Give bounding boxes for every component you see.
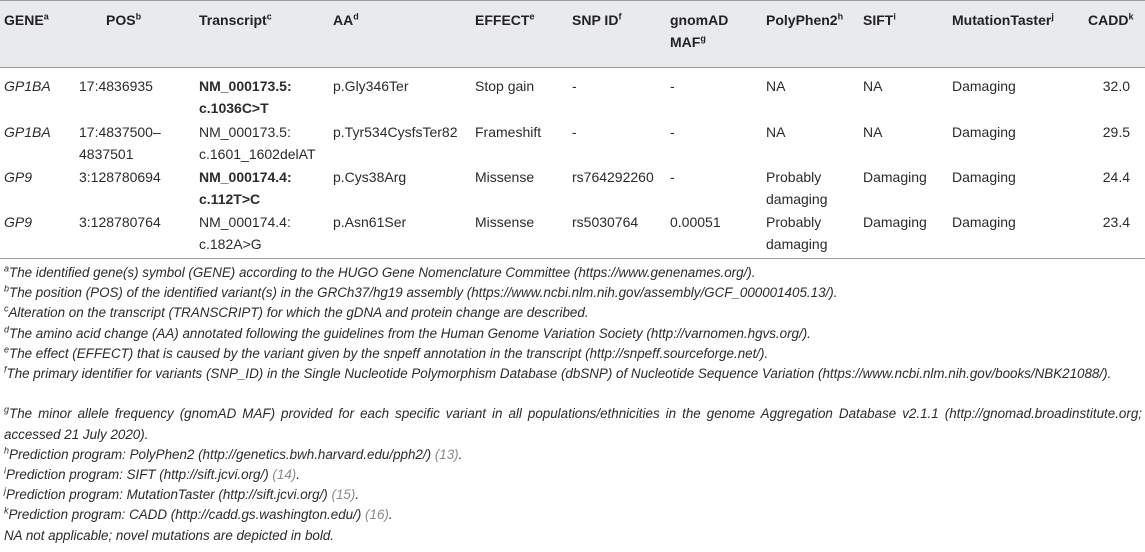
cell-sift: Damaging [863, 169, 927, 185]
footnote-a: $^a$The identified gene(s) symbol (GENE) according to the HUGO Gene Nomenclature Committee (https://www.genenames.org/). [4, 263, 756, 280]
cell-gnomad-maf: 0.00051 [670, 214, 721, 230]
cell-polyphen2: NA [766, 78, 786, 94]
footnote-k: $^k$Prediction program: CADD (http://cadd.gs.washington.edu/) (16). [4, 505, 393, 523]
reference-link[interactable]: (13) [434, 446, 459, 462]
header-aa: $AA^d$ [333, 11, 359, 28]
cell-effect: Missense [475, 214, 535, 230]
header-cadd: CADD$^k$ [1088, 11, 1134, 28]
footnote-d: $^d$The amino acid change (AA) annotated following the guidelines from the Human Genome Variation Society (http://varnomen.hgvs.org/). [4, 324, 811, 341]
cell-cadd: 24.4 [1102, 169, 1130, 185]
reference-link[interactable]: (14) [272, 467, 297, 482]
cell-transcript: NM_000173.5: c.1036C>T [199, 78, 292, 116]
cell-gnomad-maf: - [670, 78, 675, 94]
cell-pos: 3:128780694 [79, 169, 161, 185]
cell-aa: p.Asn61Ser [333, 214, 407, 230]
table-top-rule [0, 0, 1145, 1]
cell-mutationtaster: Damaging [952, 124, 1016, 140]
cell-mutationtaster: Damaging [952, 78, 1016, 94]
cell-snp-id: rs764292260 [572, 169, 654, 185]
footnote-j: $^j$Prediction program: MutationTaster (http://sift.jcvi.org/) (15). [4, 485, 360, 503]
cell-polyphen2: Probably damaging [766, 214, 828, 252]
cell-gnomad-maf: - [670, 124, 675, 140]
cell-polyphen2: NA [766, 124, 786, 140]
footnote-c: $^c$Alteration on the transcript (TRANSCRIPT) for which the gDNA and protein change are described. [4, 303, 589, 321]
cell-gene: GP1BA [4, 124, 51, 140]
header-transcript: Transcript$^c$ [199, 11, 272, 28]
cell-pos: 17:4837500– 4837501 [79, 124, 161, 162]
cell-snp-id: rs5030764 [572, 214, 639, 230]
footnote-f: $^f$The primary identifier for variants (SNP_ID) in the Single Nucleotide Polymorphism Database (dbSNP) of Nucleotide Sequence Variation (https://www.ncbi.nlm.nih.gov/books/NBK21088/). [4, 364, 1112, 381]
reference-link[interactable]: (15) [331, 487, 356, 503]
footnote-e: $^e$The effect (EFFECT) that is caused by the variant given by the snpeff annotation in the transcript (http://snpeff.sourceforge.net/). [4, 344, 769, 361]
cell-gnomad-maf: - [670, 169, 675, 185]
cell-gene: GP1BA [4, 78, 51, 94]
table-header-rule [0, 67, 1145, 68]
cell-gene: GP9 [4, 169, 33, 185]
cell-snp-id: - [572, 124, 577, 140]
header-polyphen2: PolyPhen2$^h$ [766, 11, 844, 28]
table-note: NA not applicable; novel mutations are depicted in bold. [4, 527, 335, 543]
reference-link[interactable]: (16) [365, 507, 389, 523]
cell-mutationtaster: Damaging [952, 214, 1016, 230]
header-pos: POS$^b$ [106, 11, 142, 28]
cell-transcript: NM_000174.4: c.182A>G [199, 214, 291, 252]
cell-effect: Frameshift [475, 124, 542, 140]
cell-sift: NA [863, 124, 883, 140]
cell-gene: GP9 [4, 214, 33, 230]
cell-cadd: 32.0 [1102, 78, 1130, 94]
cell-transcript: NM_000174.4: c.112T>C [199, 169, 292, 207]
header-gnomad-maf: gnomAD MAF$^g$ [670, 12, 729, 50]
cell-mutationtaster: Damaging [952, 169, 1016, 185]
header-sift: SIFT$^i$ [863, 11, 896, 28]
header-snp-id: SNP $ID^f$ [572, 11, 622, 28]
cell-sift: NA [863, 78, 883, 94]
cell-cadd: 23.4 [1102, 214, 1130, 230]
cell-sift: Damaging [863, 214, 927, 230]
cell-effect: Missense [475, 169, 535, 185]
header-gene: GENE$^a$ [4, 11, 49, 28]
cell-pos: 3:128780764 [79, 214, 161, 230]
cell-transcript: NM_000173.5: c.1601_1602delAT [199, 124, 316, 162]
header-effect: EFFECT$^e$ [475, 11, 535, 28]
header-mutationtaster: MutationTaster$^j$ [952, 11, 1054, 28]
cell-aa: p.Cys38Arg [333, 169, 407, 185]
footnote-g: $^g$The minor allele frequency (gnomAD MAF) provided for each specific variant in all populations/ethnicities in the genome Aggregation Database v2.1.1 (http://gnomad.broadinstitute.org; accessed 21 July 2020). [4, 404, 1142, 442]
footnote-h: $^h$Prediction program: PolyPhen2 (http://genetics.bwh.harvard.edu/pph2/) (13). [4, 445, 463, 462]
cell-effect: Stop gain [475, 78, 535, 94]
cell-aa: p.Tyr534CysfsTer82 [333, 124, 458, 140]
footnote-b: $^b$The position (POS) of the identified variant(s) in the GRCh37/hg19 assembly (https://www.ncbi.nlm.nih.gov/assembly/GCF_000001405.13/). [4, 283, 838, 301]
footnote-i: $^i$Prediction program: SIFT (http://sift.jcvi.org/) (14). [4, 465, 300, 482]
cell-aa: p.Gly346Ter [333, 78, 409, 94]
cell-snp-id: - [572, 78, 577, 94]
table-body-rule [0, 258, 1145, 259]
cell-pos: 17:4836935 [79, 78, 153, 94]
cell-cadd: 29.5 [1102, 124, 1130, 140]
cell-polyphen2: Probably damaging [766, 169, 828, 207]
